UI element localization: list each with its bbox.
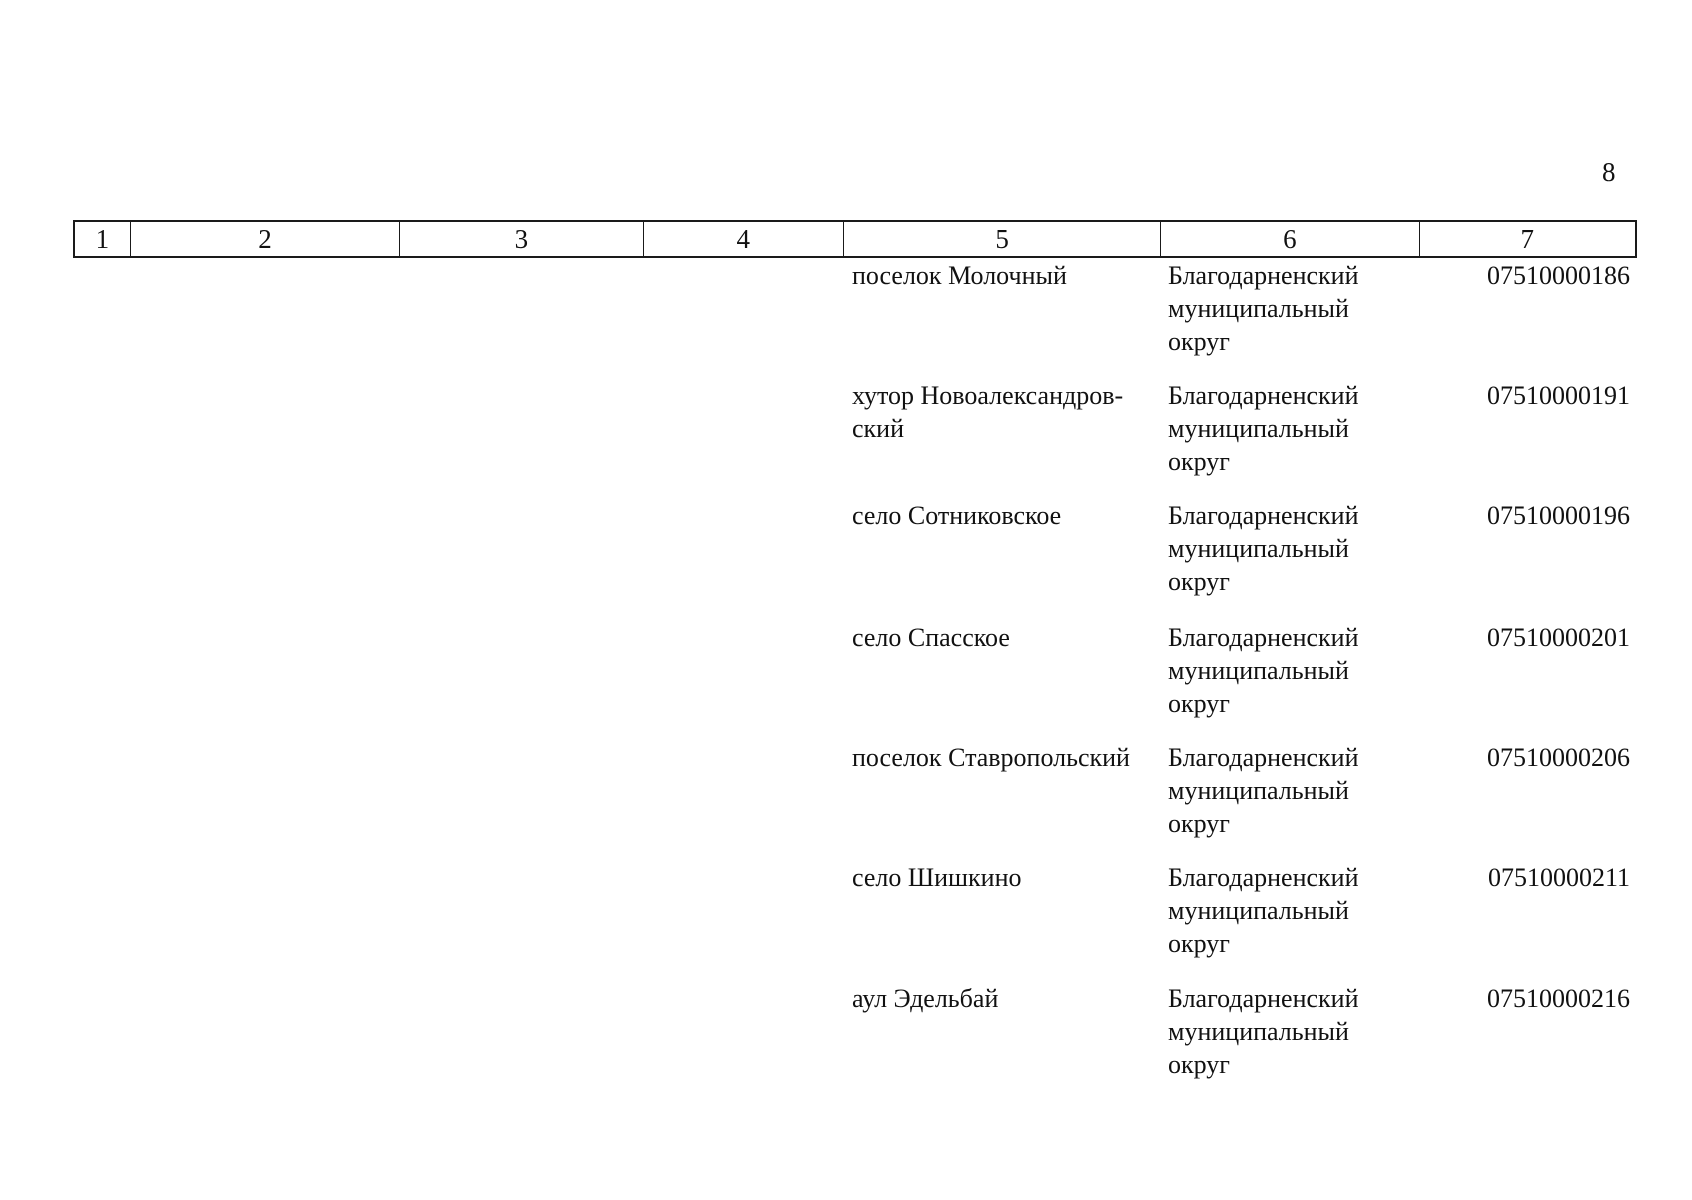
header-cell-6: 6 xyxy=(1161,222,1419,256)
oktmo-code: 07510000206 xyxy=(1487,743,1630,772)
district-name: Благодарненский муниципальный округ xyxy=(1168,381,1359,476)
settlement-name: аул Эдельбай xyxy=(852,984,999,1013)
settlement-name: село Спасское xyxy=(852,623,1010,652)
district-name: Благодарненский муниципальный округ xyxy=(1168,984,1359,1079)
settlement-name: село Сотниковское xyxy=(852,501,1062,530)
table-header xyxy=(73,220,1637,258)
oktmo-code: 07510000186 xyxy=(1487,261,1630,290)
district-name: Благодарненский муниципальный округ xyxy=(1168,261,1359,356)
header-cell-2: 2 xyxy=(131,222,400,256)
oktmo-code: 07510000196 xyxy=(1487,501,1630,530)
header-cell-3: 3 xyxy=(400,222,643,256)
settlement-name: хутор Новоалександров- ский xyxy=(852,381,1124,443)
settlement-name: поселок Ставропольский xyxy=(852,743,1130,772)
oktmo-code: 07510000191 xyxy=(1487,381,1630,410)
header-cell-1: 1 xyxy=(75,222,131,256)
header-cell-7: 7 xyxy=(1520,223,1535,254)
oktmo-code: 07510000211 xyxy=(1487,863,1630,892)
district-name: Благодарненский муниципальный округ xyxy=(1168,863,1359,958)
district-name: Благодарненский муниципальный округ xyxy=(1168,623,1359,718)
district-name: Благодарненский муниципальный округ xyxy=(1168,501,1359,596)
settlement-name: поселок Молочный xyxy=(852,261,1067,290)
district-name: Благодарненский муниципальный округ xyxy=(1168,743,1359,838)
oktmo-code: 07510000201 xyxy=(1487,623,1630,652)
settlement-name: село Шишкино xyxy=(852,863,1022,892)
header-cell-5: 5 xyxy=(844,222,1161,256)
page-number: 8 xyxy=(1602,157,1616,187)
oktmo-code: 07510000216 xyxy=(1487,984,1630,1013)
header-cell-4: 4 xyxy=(644,222,844,256)
